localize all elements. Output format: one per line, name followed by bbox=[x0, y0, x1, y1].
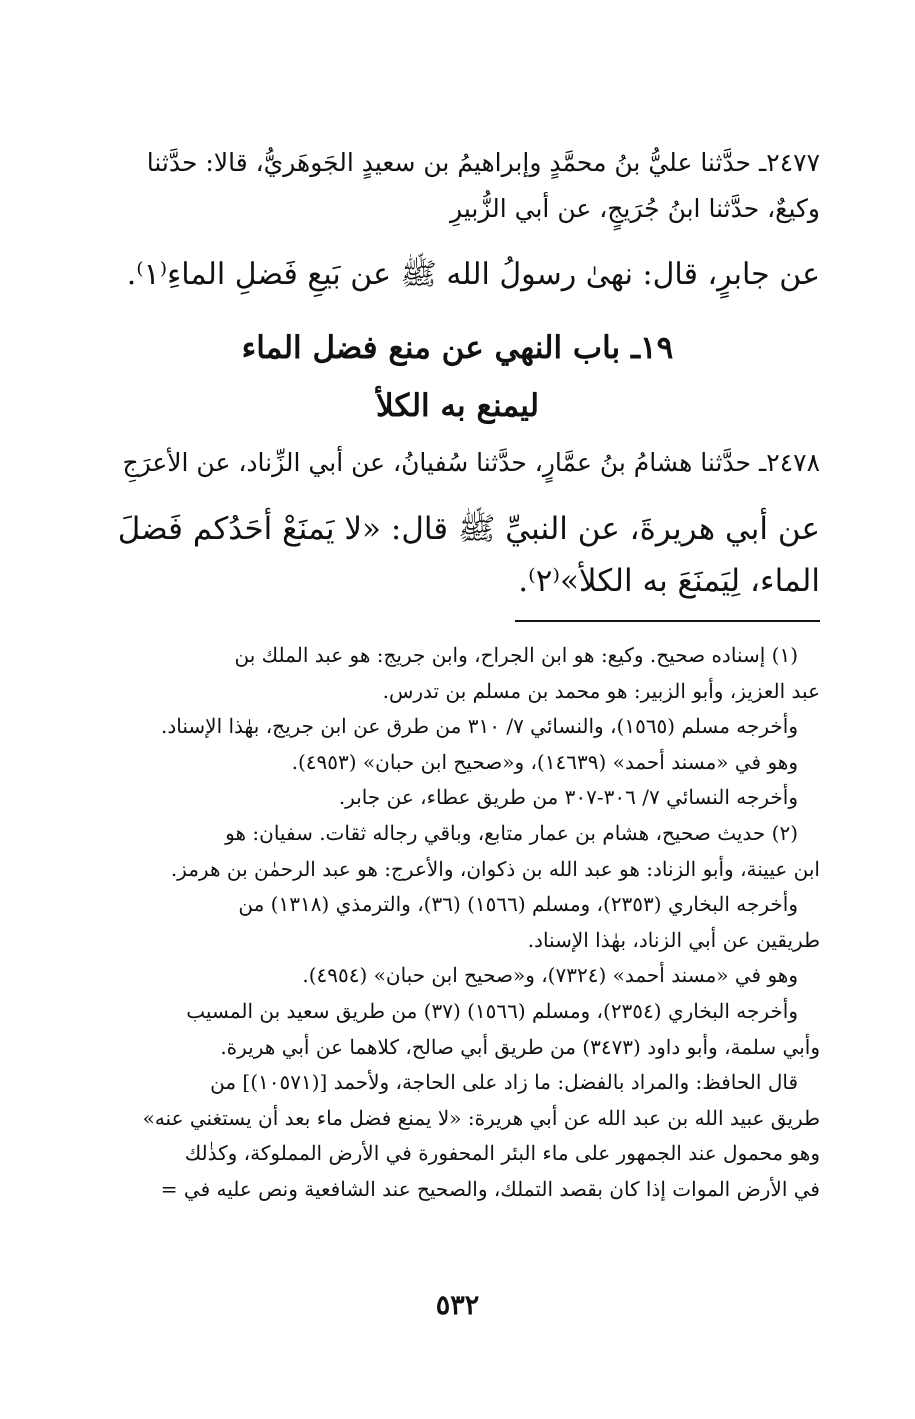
footnote-line: وأخرجه البخاري (٢٣٥٤)، ومسلم (١٥٦٦) (٣٧) من طريق سعيد بن المسيب bbox=[186, 998, 798, 1023]
footnote-line: طريق عبيد الله بن عبد الله عن أبي هريرة: «لا يمنع فضل ماء بعد أن يستغني عنه» bbox=[142, 1105, 820, 1130]
footnote-line: في الأرض الموات إذا كان بقصد التملك، والصحيح عند الشافعية ونص عليه في = bbox=[160, 1176, 820, 1201]
footnote-line: (١) إسناده صحيح. وكيع: هو ابن الجراح، وابن جريج: هو عبد الملك بن bbox=[234, 643, 798, 667]
page-number: ٥٣٢ bbox=[435, 1290, 480, 1321]
hadith-2478-isnad bbox=[95, 440, 820, 486]
footnote-line: ابن عيينة، وأبو الزناد: هو عبد الله بن ذكوان، والأعرج: هو عبد الرحمٰن بن هرمز. bbox=[170, 856, 820, 881]
text-line: ٢٤٧٧ـ حدَّثنا عليُّ بنُ محمَّدٍ وإبراهيمُ بن سعيدٍ الجَوهَريُّ، قالا: حدَّثنا bbox=[146, 148, 820, 177]
hadith-2478-matn bbox=[95, 503, 820, 607]
hadith-2477-isnad bbox=[95, 140, 820, 232]
text-line: عن جابرٍ، قال: نهىٰ رسولُ الله ﷺ عن بَيعِ فَضلِ الماءِ⁽١⁾. bbox=[126, 257, 820, 292]
footnote-line: وأخرجه البخاري (٢٣٥٣)، ومسلم (١٥٦٦) (٣٦)، والترمذي (١٣١٨) من bbox=[238, 892, 798, 917]
footnote-line: طريقين عن أبي الزناد، بهٰذا الإسناد. bbox=[527, 927, 820, 952]
footnote-line: وهو في «مسند أحمد» (١٤٦٣٩)، و«صحيح ابن حبان» (٤٩٥٣). bbox=[291, 749, 798, 774]
footnote-line: وهو في «مسند أحمد» (٧٣٢٤)، و«صحيح ابن حبان» (٤٩٥٤). bbox=[302, 963, 798, 988]
chapter-title: ١٩ـ باب النهي عن منع فضل الماء bbox=[241, 330, 674, 366]
footnote-line: وأخرجه مسلم (١٥٦٥)، والنسائي ٧/ ٣١٠ من طرق عن ابن جريج، بهٰذا الإسناد. bbox=[161, 714, 798, 739]
footnote-divider bbox=[515, 620, 820, 622]
footnote-line: وأخرجه النسائي ٧/ ٣٠٦-٣٠٧ من طريق عطاء، عن جابر. bbox=[338, 785, 798, 810]
footnote-line: عبد العزيز، وأبو الزبير: هو محمد بن مسلم بن تدرس. bbox=[382, 678, 820, 703]
text-line: الماء، لِيَمنَعَ به الكلأ»⁽٢⁾. bbox=[518, 563, 820, 599]
footnote-line: وأبي سلمة، وأبو داود (٣٤٧٣) من طريق أبي صالح، كلاهما عن أبي هريرة. bbox=[220, 1034, 820, 1059]
footnote-line: قال الحافظ: والمراد بالفضل: ما زاد على الحاجة، ولأحمد [(١٠٥٧١)] من bbox=[210, 1070, 798, 1095]
chapter-subtitle: ليمنع به الكلأ bbox=[375, 388, 540, 424]
footnote-line: (٢) حديث صحيح، هشام بن عمار متابع، وباقي رجاله ثقات. سفيان: هو bbox=[225, 820, 798, 845]
hadith-2477-matn bbox=[95, 250, 820, 300]
text-line: وكيعٌ، حدَّثنا ابنُ جُرَيجٍ، عن أبي الزُّبيرِ bbox=[450, 194, 820, 223]
text-line: عن أبي هريرةَ، عن النبيِّ ﷺ قال: «لا يَمنَعْ أحَدُكم فَضلَ bbox=[117, 511, 820, 547]
footnotes bbox=[95, 638, 820, 1208]
text-line: ٢٤٧٨ـ حدَّثنا هشامُ بنُ عمَّارٍ، حدَّثنا سُفيانُ، عن أبي الزِّناد، عن الأعرَجِ bbox=[122, 448, 820, 477]
footnote-line: وهو محمول عند الجمهور على ماء البئر المحفورة في الأرض المملوكة، وكذٰلك bbox=[184, 1141, 820, 1166]
